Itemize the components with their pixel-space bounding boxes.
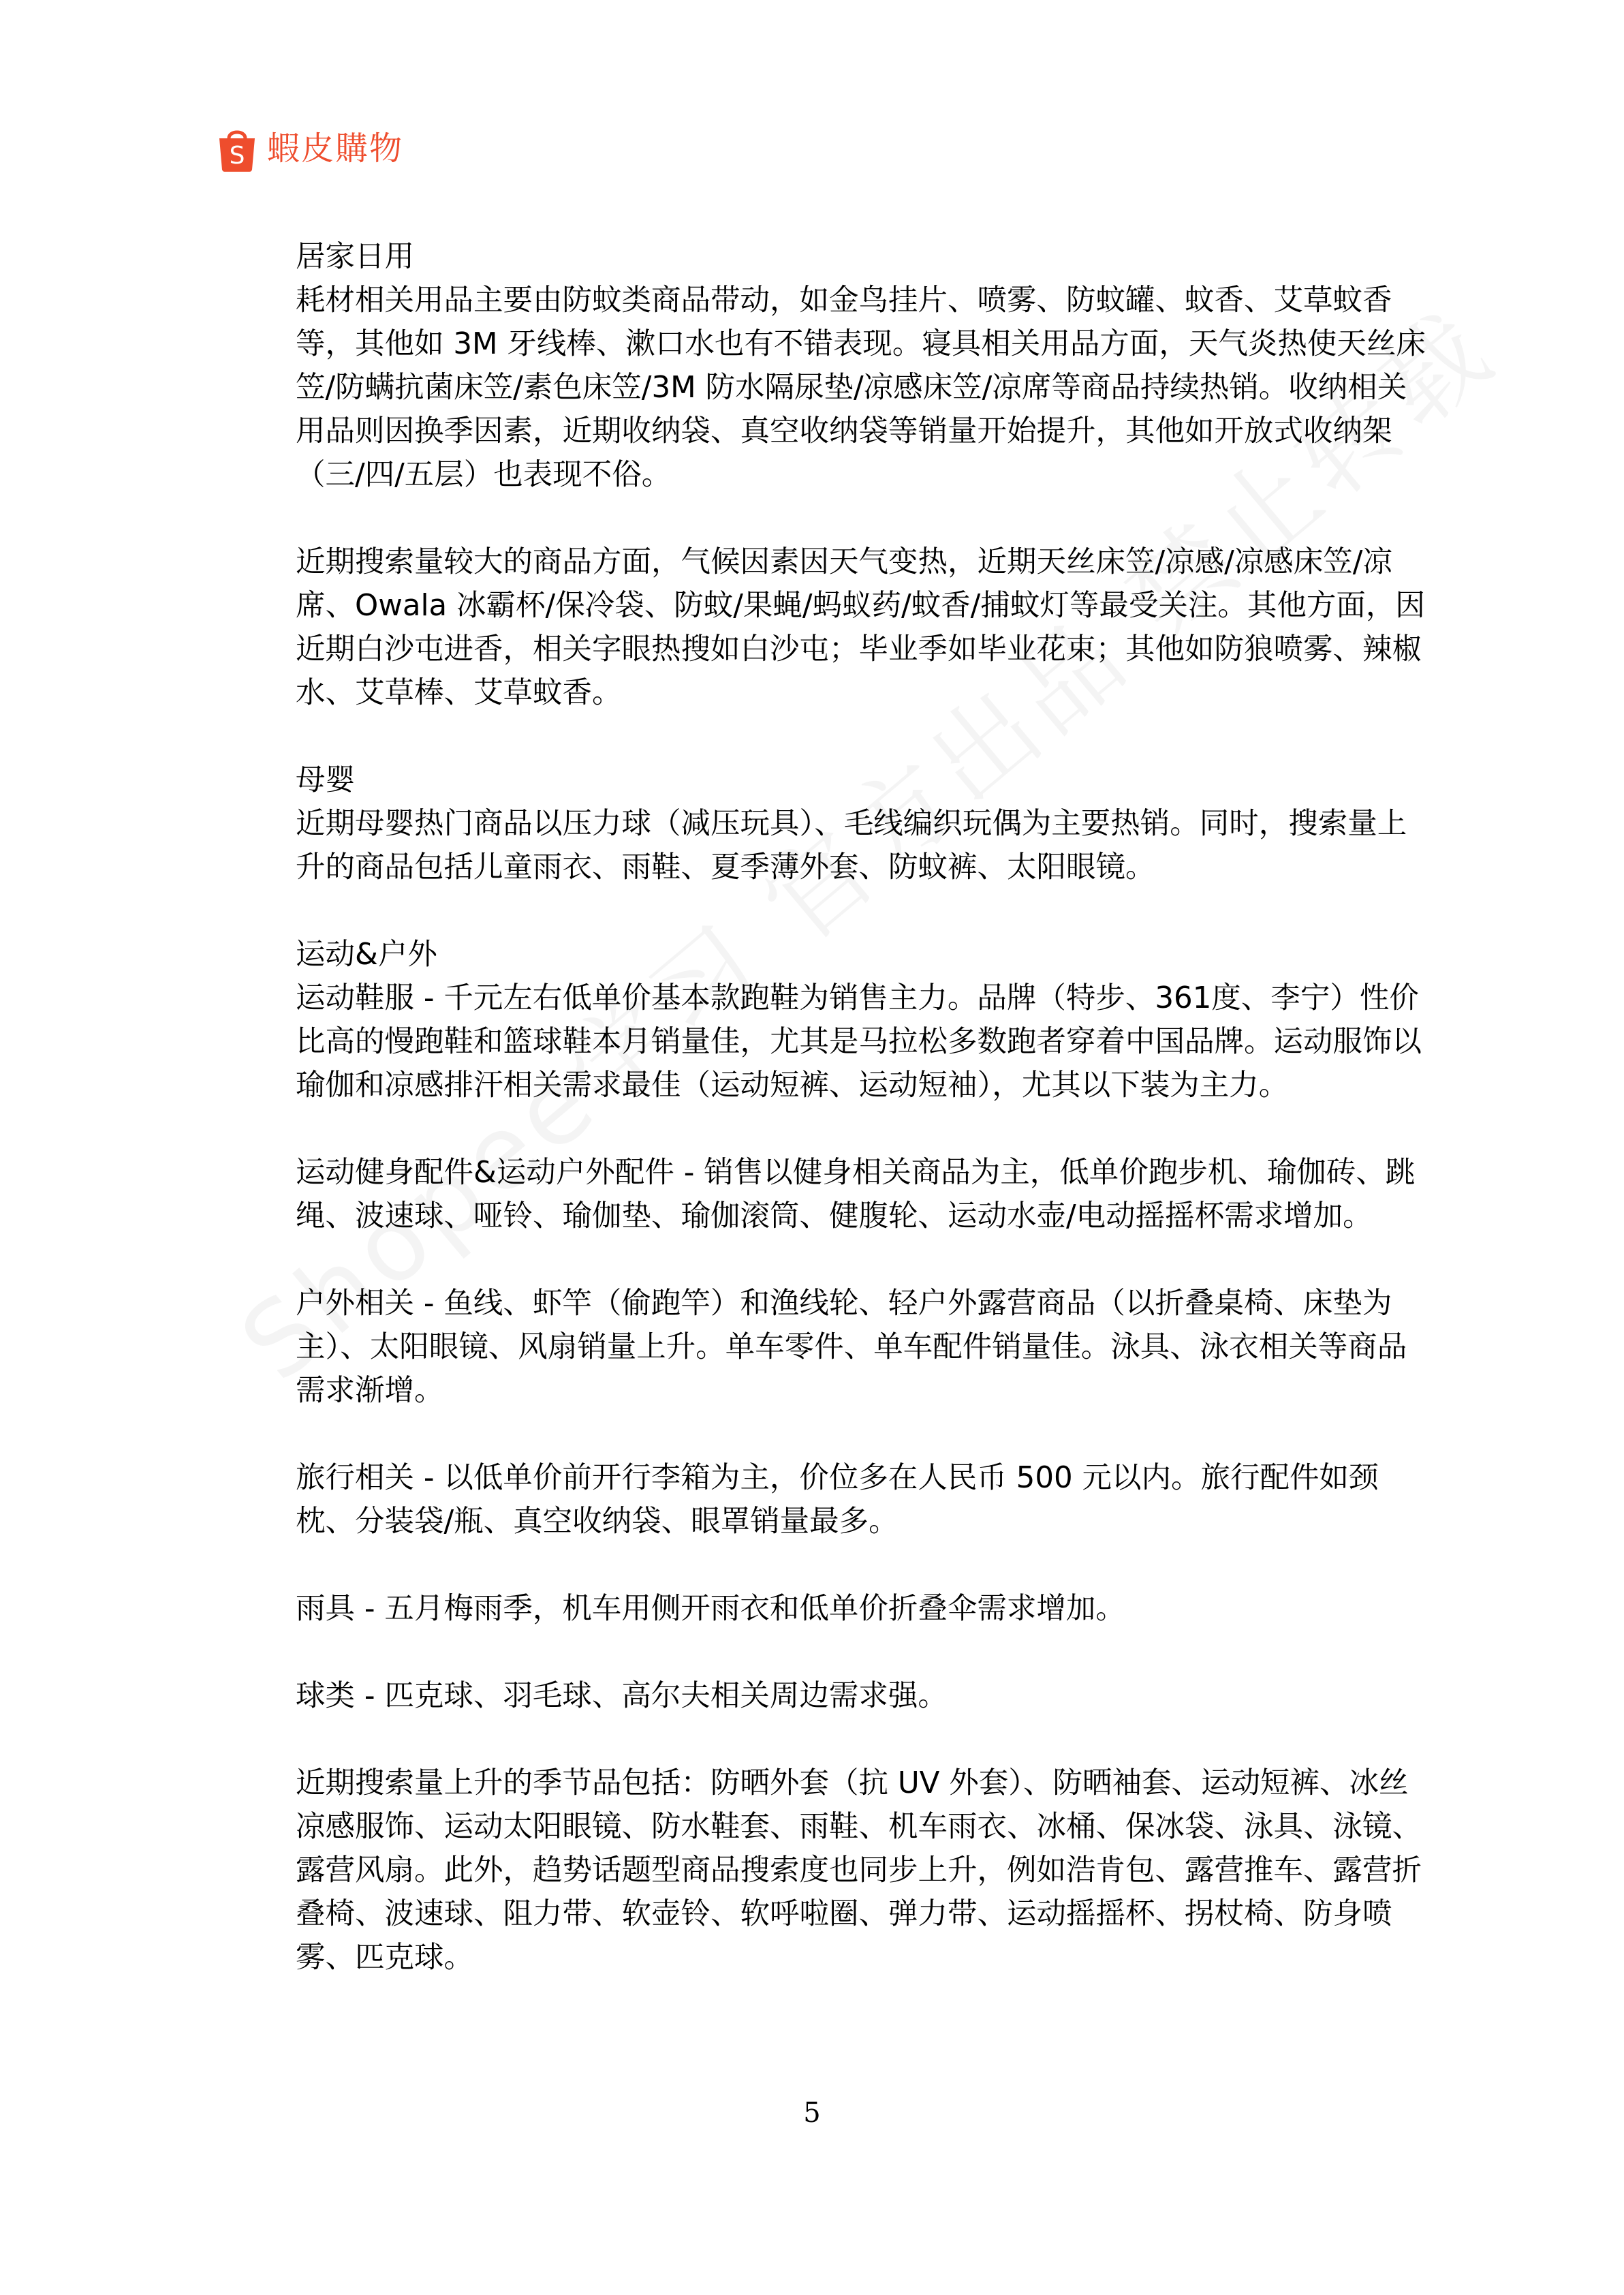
- paragraph: 耗材相关用品主要由防蚊类商品带动，如金鸟挂片、喷雾、防蚊罐、蚊香、艾草蚊香等，其他如 3M 牙线棒、漱口水也有不错表现。寝具相关用品方面，天气炎热使天丝床笠/防螨抗菌床笠/素色床笠/3M 防水隔尿垫/凉感床笠/凉席等商品持续热销。收纳相关用品则因换季因素，近期收纳袋、真空收纳袋等销量开始提升，其他如开放式收纳架（三/四/五层）也表现不俗。: [296, 283, 1426, 492]
- section-heading: 运动&户外: [296, 938, 437, 972]
- paragraph: 运动健身配件&运动户外配件 - 销售以健身相关商品为主，低单价跑步机、瑜伽砖、跳绳、波速球、哑铃、瑜伽垫、瑜伽滚筒、健腹轮、运动水壶/电动摇摇杯需求增加。: [296, 1156, 1416, 1233]
- paragraph: 球类 - 匹克球、羽毛球、高尔夫相关周边需求强。: [296, 1679, 948, 1713]
- page-number: 5: [803, 2097, 821, 2129]
- document-body: [296, 235, 1426, 1980]
- paragraph: 户外相关 - 鱼线、虾竿（偷跑竿）和渔线轮、轻户外露营商品（以折叠桌椅、床垫为主）、太阳眼镜、风扇销量上升。单车零件、单车配件销量佳。泳具、泳衣相关等商品需求渐增。: [296, 1287, 1407, 1408]
- section-heading: 居家日用: [296, 240, 414, 274]
- logo-text: 蝦皮購物: [267, 129, 404, 168]
- section-heading: 母婴: [296, 763, 355, 797]
- shopee-logo: [217, 121, 403, 176]
- paragraph: 雨具 - 五月梅雨季，机车用侧开雨衣和低单价折叠伞需求增加。: [296, 1592, 1125, 1626]
- paragraph: 旅行相关 - 以低单价前开行李箱为主，价位多在人民币 500 元以内。旅行配件如颈枕、分装袋/瓶、真空收纳袋、眼罩销量最多。: [296, 1461, 1379, 1539]
- paragraph: 运动鞋服 - 千元左右低单价基本款跑鞋为销售主力。品牌（特步、361度、李宁）性价比高的慢跑鞋和篮球鞋本月销量佳，尤其是马拉松多数跑者穿着中国品牌。运动服饰以瑜伽和凉感排汗相关需求最佳（运动短裤、运动短袖），尤其以下装为主力。: [296, 981, 1422, 1103]
- paragraph: 近期搜索量较大的商品方面，气候因素因天气变热，近期天丝床笠/凉感/凉感床笠/凉席、Owala 冰霸杯/保冷袋、防蚊/果蝇/蚂蚁药/蚊香/捕蚊灯等最受关注。其他方面，因近期白沙屯进香，相关字眼热搜如白沙屯；毕业季如毕业花束；其他如防狼喷雾、辣椒水、艾草棒、艾草蚊香。: [296, 545, 1425, 710]
- paragraph: 近期搜索量上升的季节品包括：防晒外套（抗 UV 外套）、防晒袖套、运动短裤、冰丝凉感服饰、运动太阳眼镜、防水鞋套、雨鞋、机车雨衣、冰桶、保冰袋、泳具、泳镜、露营风扇。此外，趋势话题型商品搜索度也同步上升，例如浩肯包、露营推车、露营折叠椅、波速球、阻力带、软壶铃、软呼啦圈、弹力带、运动摇摇杯、拐杖椅、防身喷雾、匹克球。: [296, 1766, 1422, 1975]
- paragraph: 近期母婴热门商品以压力球（减压玩具）、毛线编织玩偶为主要热销。同时，搜索量上升的商品包括儿童雨衣、雨鞋、夏季薄外套、防蚊裤、太阳眼镜。: [296, 807, 1407, 884]
- shopping-bag-icon: [217, 125, 257, 172]
- svg-text:S: S: [229, 142, 245, 170]
